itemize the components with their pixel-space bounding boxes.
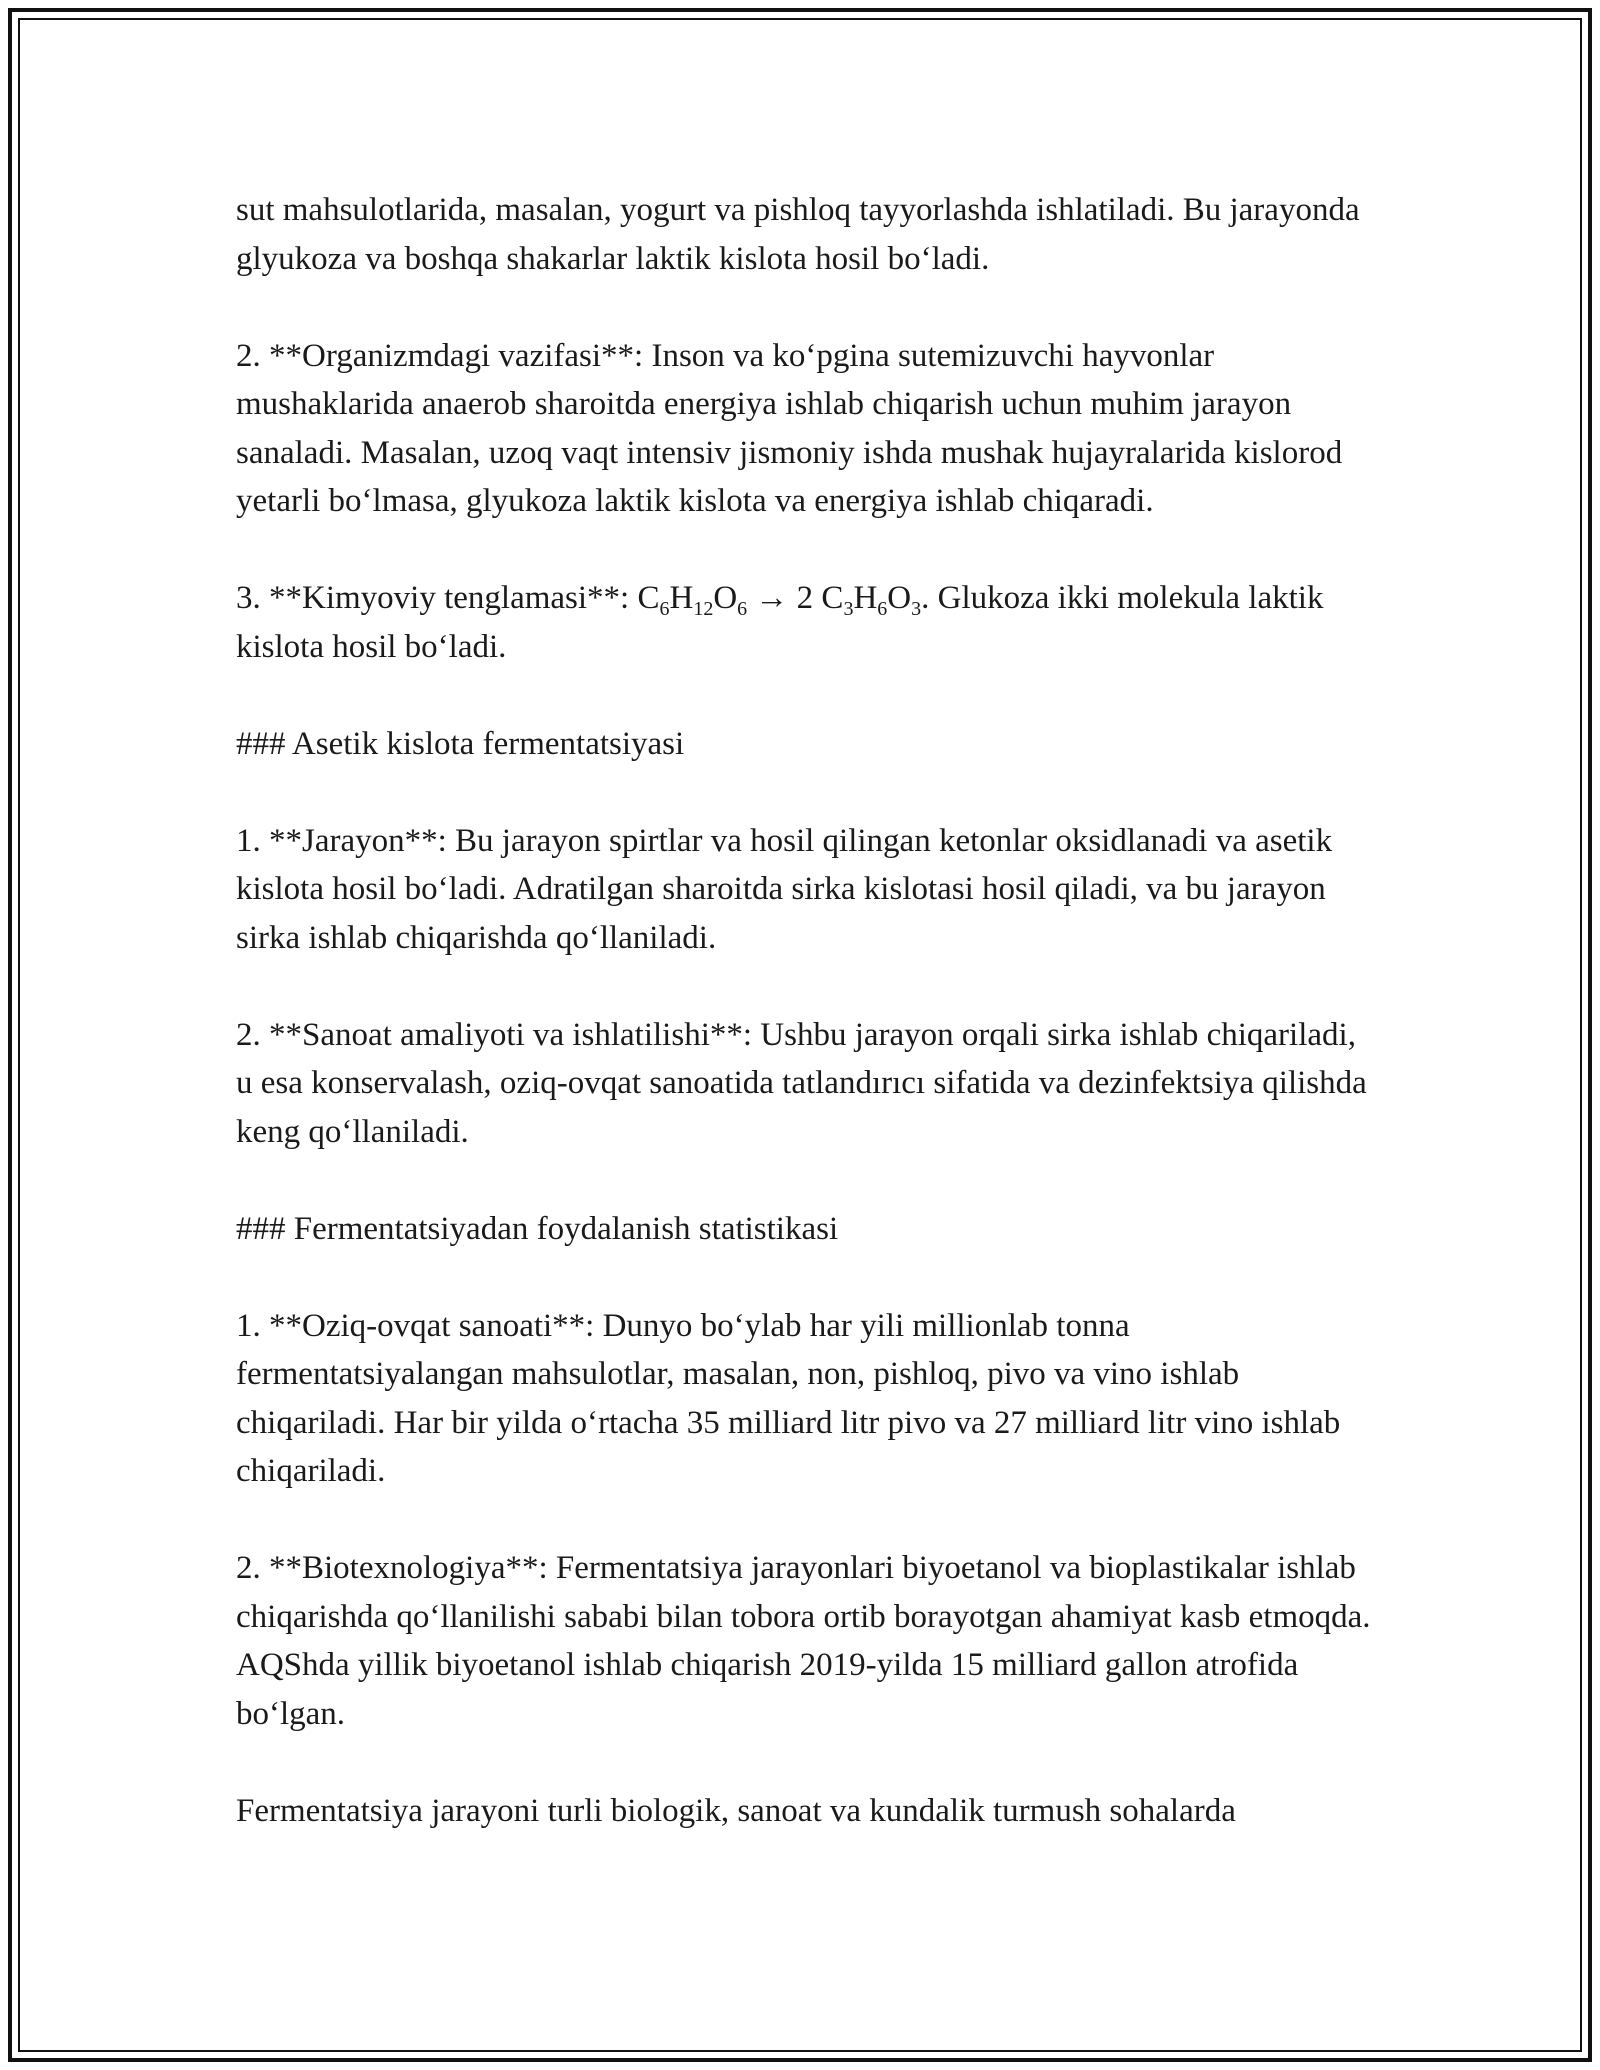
equation-o1: O: [713, 580, 738, 616]
equation-o2-sub: 3: [911, 598, 922, 620]
equation-o2: O: [887, 580, 912, 616]
equation-h2: H: [853, 580, 878, 616]
paragraph-biotechnology: 2. **Biotexnologiya**: Fermentatsiya jarayonlari biyoetanol va bioplastikalar ishlab chiqarishda qo‘llanilishi sababi bilan tobora ortib borayotgan ahamiyat kasb etmoqda. AQShda yillik biyoetanol ishlab chiqarish 2019-yilda 15 milliard gallon atrofida bo‘lgan.: [236, 1550, 1371, 1732]
equation-c2: C: [821, 580, 844, 616]
paragraph-organism-function: 2. **Organizmdagi vazifasi**: Inson va ko‘pgina sutemizuvchi hayvonlar mushaklarida anaerob sharoitda energiya ishlab chiqarish uchun muhim jarayon sanaladi. Masalan, uzoq vaqt intensiv jismoniy ishda mushak hujayralarida kislorod yetarli bo‘lmasa, glyukoza laktik kislota va energiya ishlab chiqaradi.: [236, 337, 1343, 519]
equation-h2-sub: 6: [877, 598, 888, 620]
equation-c1-sub: 6: [659, 598, 670, 620]
equation-c1: C: [637, 580, 660, 616]
equation-arrow: → 2: [747, 580, 822, 616]
equation-suffix: . Glukoza ikki molekula laktik kislota hosil bo‘ladi.: [236, 580, 1324, 665]
paragraph-food-industry: 1. **Oziq-ovqat sanoati**: Dunyo bo‘ylab har yili millionlab tonna fermentatsiyalangan mahsulotlar, masalan, non, pishloq, pivo va vino ishlab chiqariladi. Har bir yilda o‘rtacha 35 milliard litr pivo va 27 milliard litr vino ishlab chiqariladi.: [236, 1307, 1341, 1489]
paragraph-acetic-process: 1. **Jarayon**: Bu jarayon spirtlar va hosil qilingan ketonlar oksidlanadi va asetik kislota hosil bo‘ladi. Adratilgan sharoitda sirka kislotasi hosil qiladi, va bu jarayon sirka ishlab chiqarishda qo‘llaniladi.: [236, 822, 1333, 956]
equation-h1: H: [669, 580, 694, 616]
equation-prefix: 3. **Kimyoviy tenglamasi**:: [236, 580, 638, 616]
equation-o1-sub: 6: [737, 598, 748, 620]
section-heading-acetic: ### Asetik kislota fermentatsiyasi: [236, 725, 685, 762]
equation-h1-sub: 12: [693, 598, 714, 620]
paragraph-chemical-equation: [236, 574, 1376, 671]
equation-c2-sub: 3: [843, 598, 854, 620]
paragraph-industrial-usage: 2. **Sanoat amaliyoti va ishlatilishi**: Ushbu jarayon orqali sirka ishlab chiqariladi, u esa konservalash, oziq-ovqat sanoatida tatlandırıcı sifatida va dezinfektsiya qilishda keng qo‘llaniladi.: [236, 1016, 1367, 1150]
document-body: [236, 186, 1376, 1835]
section-heading-statistics: ### Fermentatsiyadan foydalanish statistikasi: [236, 1210, 839, 1247]
paragraph-conclusion: Fermentatsiya jarayoni turli biologik, sanoat va kundalik turmush sohalarda: [236, 1792, 1236, 1829]
paragraph-lactic-usage: sut mahsulotlarida, masalan, yogurt va pishloq tayyorlashda ishlatiladi. Bu jarayonda glyukoza va boshqa shakarlar laktik kislota hosil bo‘ladi.: [236, 192, 1360, 277]
